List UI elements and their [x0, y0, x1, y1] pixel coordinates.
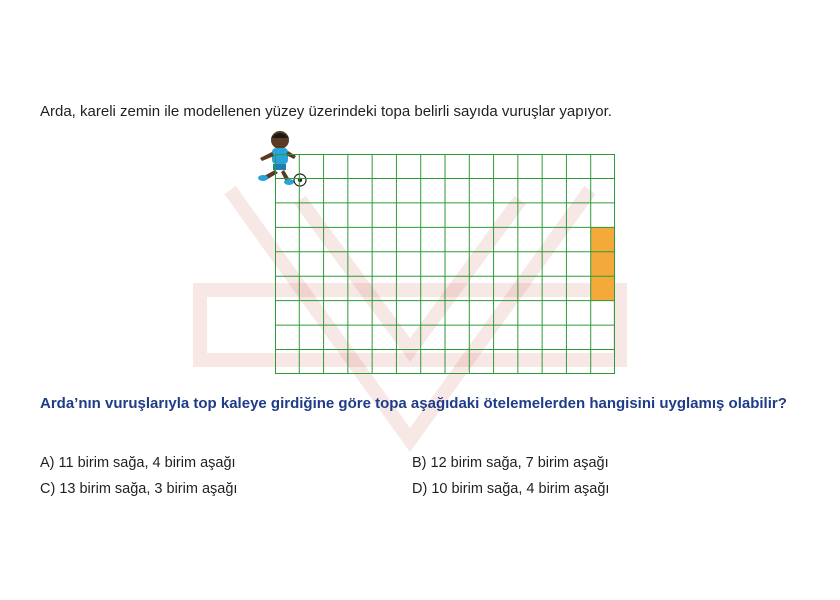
- question-prompt: Arda’nın vuruşlarıyla top kaleye girdiğine göre topa aşağıdaki ötelemelerden hangisini uyglamış olabilir?: [40, 395, 787, 412]
- option-a[interactable]: A) 11 birim sağa, 4 birim aşağı: [40, 455, 236, 471]
- goal-cell: [591, 227, 615, 251]
- goal-cell: [591, 276, 615, 300]
- option-d[interactable]: D) 10 birim sağa, 4 birim aşağı: [412, 481, 610, 497]
- square-grid: [275, 154, 615, 374]
- goal-cell: [591, 252, 615, 276]
- option-b[interactable]: B) 12 birim sağa, 7 birim aşağı: [412, 455, 609, 471]
- intro-text: Arda, kareli zemin ile modellenen yüzey üzerindeki topa belirli sayıda vuruşlar yapıyor.: [40, 103, 612, 120]
- option-c[interactable]: C) 13 birim sağa, 3 birim aşağı: [40, 481, 238, 497]
